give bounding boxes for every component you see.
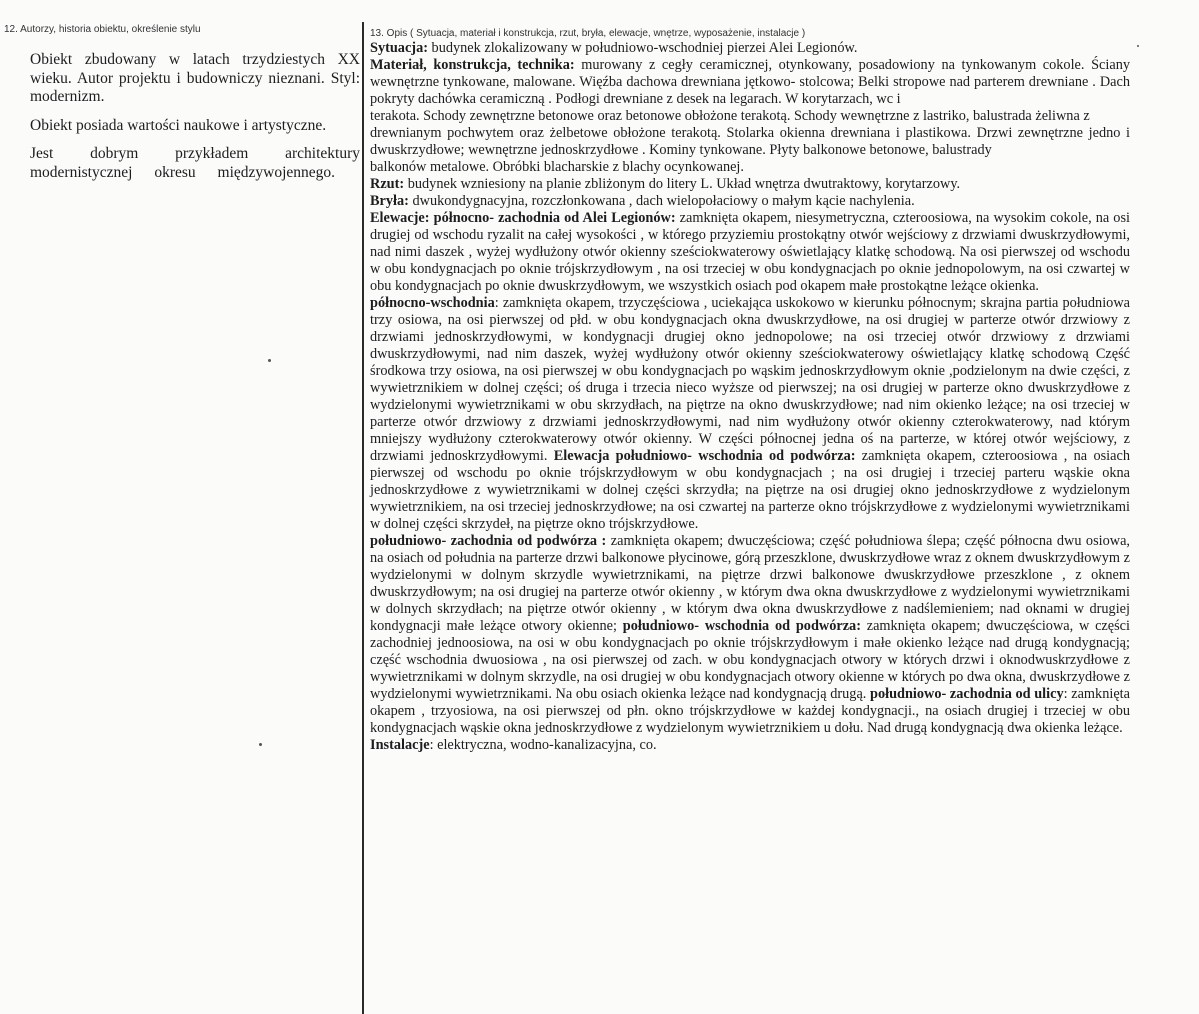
- elevation-ne-paragraph: [370, 295, 1130, 533]
- elevation-sw-paragraph: [370, 533, 1130, 737]
- material-paragraph-4: balkonów metalowe. Obróbki blacharskie z blachy ocynkowanej.: [370, 159, 744, 175]
- scan-speck-1: [268, 359, 271, 362]
- plan-label: Rzut:: [370, 176, 405, 192]
- elevation-ne-text: : zamknięta okapem, trzyczęściowa , uciekająca uskokowo w kierunku północnym; skrajna partia południowa trzy osiowa, na osi pierwszej od płd. w obu kondygnacjach okna dwuskrzydłowe, na osi drugiej w parterze otwór drzwiowy z drzwiami jednoskrzydłowymi, w kondygnacji drugiej okno jednopolowe; na osi trzeciej otwór drzwiowy z drzwiami dwuskrzydłowymi, nad nim daszek, wyżej wydłużony otwór okienny sześciokwaterowy oświetlający klatkę schodową Część środkowa trzy osiowa, na osi pierwszej w obu kondygnacjach po wąskim jednoskrzydłowym oknie ,podzielonym na dwie części, z wywietrznikiem w dolnej części; oś druga i trzecia nieco wyższe od pierwszej; na osi drugiej w parterze okno dwuskrzydłowe z wydzielonymi wywietrznikami w obu skrzydłach, na piętrze na okno dwuskrzydłowe; nad nim okienko leżące; na osi trzeciej w parterze otwór drzwiowy z drzwiami jednoskrzydłowymi, nad nim wydłużony otwór okienny czterokwaterowy, nad którym mniejszy wydłużony czterokwaterowy otwór okienny. W części północnej jedna oś na parterze, w której otwór wejściowy, z drzwiami jednoskrzydłowymi.: [370, 295, 1130, 464]
- elevation-sw-yard-label: południowo- zachodnia od podwórza :: [370, 533, 607, 549]
- material-label: Materiał, konstrukcja, technika:: [370, 57, 575, 73]
- elevation-ne-label: północno-wschodnia: [370, 295, 495, 311]
- situation-label: Sytuacja:: [370, 40, 428, 56]
- elevation-nw-paragraph: [370, 210, 1130, 295]
- elevation-se-yard2-label: południowo- wschodnia od podwórza:: [622, 618, 861, 634]
- elevation-se-yard2-text: zamknięta okapem; dwuczęściowa, w części zachodniej jednoosiowa, na osi w obu kondygnacjach po oknie trójskrzydłowym i małe okienko leżące nad drugą kondygnacją; część wschodnia dwuosiowa , na osi pierwszej od zach. w obu kondygnacjach otwory w których drzwi i oknodwuskrzydłowe z wywietrznikami w dolnym skrzydle, na osi drugiej w obu kondygnacjach otwory okienne w których po dwa okna, dwuskrzydłowe z wydzielonymi wywietrznikami. Na obu osiach okienka leżące nad kondygnacją drugą.: [370, 618, 1130, 702]
- elevation-se-yard-label: Elewacja południowo- wschodnia od podwórza:: [553, 448, 856, 464]
- elevation-sw-street-text: : zamknięta okapem , trzyosiowa, na osi pierwszej od płn. okno trójskrzydłowe w każdej kondygnacji., na osiach drugiej i trzeciej w obu kondygnacjach wąskie okna jednoskrzydłowe z wydzielonym wywietrznikiem u dołu. Nad drugą kondygnacją dwa okienka leżące.: [370, 686, 1130, 736]
- left-body: [30, 51, 360, 182]
- massing-label: Bryła:: [370, 193, 409, 209]
- material-text: murowany z cegły ceramicznej, otynkowany, posadowiony na tynkowanym cokole. Ściany wewnętrzne tynkowane, malowane. Więźba dachowa drewniana jętkowo- stolcowa; Belki stropowe nad parterem drewniane . Dach pokryty dachówka ceramiczną . Podłogi drewniane z desek na legarach. W korytarzach, wc i: [370, 57, 1130, 107]
- paragraph-construction: Obiekt zbudowany w latach trzydziestych XX wieku. Autor projektu i budowniczy nieznani. Styl: modernizm.: [30, 51, 360, 105]
- section-13-header: 13. Opis ( Sytuacja, materiał i konstrukcja, rzut, bryła, elewacje, wnętrze, wyposażenie, instalacje ): [370, 28, 806, 39]
- massing-paragraph: [370, 193, 1130, 210]
- left-column: [4, 24, 360, 192]
- section-12-header: 12. Autorzy, historia obiektu, określenie stylu: [4, 24, 201, 35]
- installations-text: : elektryczna, wodno-kanalizacyjna, co.: [429, 737, 657, 753]
- column-divider: [362, 22, 364, 1014]
- plan-text: budynek wzniesiony na planie zbliżonym do litery L. Układ wnętrza dwutraktowy, korytarzowy.: [404, 176, 961, 192]
- material-paragraph-2: terakota. Schody zewnętrzne betonowe oraz betonowe obłożone terakotą. Schody wewnętrzne z lastriko, balustrada żeliwna z: [370, 108, 1090, 124]
- massing-text: dwukondygnacyjna, rozczłonkowana , dach wielopołaciowy o małym kącie nachylenia.: [408, 193, 915, 209]
- elevation-sw-street-label: południowo- zachodnia od ulicy: [870, 686, 1064, 702]
- situation-paragraph: [370, 40, 1130, 57]
- elevation-se-yard-text: zamknięta okapem, czteroosiowa , na osiach pierwszej od wschodu po oknie trójskrzydłowym w obu kondygnacjach ; na osi drugiej i trzeciej parteru wąskie okna jednoskrzydłowe z wywietrznikami w dolnej części skrzydła; na piętrze na osi drugiej okno jednoskrzydłowe z wydzielonym wywietrznikiem, na osi trzeciej jednoskrzydłowe; na osi czwartej na parterze okno trójskrzydłowe z wydzielonymi wywietrznikami w dolnej części skrzydeł, na piętrze okno trójskrzydłowe.: [370, 448, 1130, 532]
- paragraph-example: Jest dobrym przykładem architektury modernistycznej okresu międzywojennego.: [30, 145, 360, 181]
- right-column: [370, 24, 1130, 754]
- elevation-nw-label: Elewacje: północno- zachodnia od Alei Legionów:: [370, 210, 676, 226]
- scan-speck-2: [259, 743, 262, 746]
- situation-text: budynek zlokalizowany w południowo-wschodniej pierzei Alei Legionów.: [427, 40, 858, 56]
- description-body: [370, 40, 1130, 754]
- material-paragraph-3: drewnianym pochwytem oraz żelbetowe obłożone terakotą. Stolarka okienna drewniana i plastikowa. Drzwi zewnętrzne jedno i dwuskrzydłowe; wewnętrzne jednoskrzydłowe . Kominy tynkowane. Płyty balkonowe betonowe, balustrady: [370, 125, 1130, 158]
- installations-paragraph: [370, 737, 1130, 754]
- installations-label: Instalacje: [370, 737, 430, 753]
- plan-paragraph: [370, 176, 1130, 193]
- scan-speck-3: [1137, 45, 1139, 47]
- elevation-sw-yard-text: zamknięta okapem; dwuczęściowa; część południowa ślepa; część północna dwu osiowa, na osiach od południa na parterze drzwi balkonowe płycinowe, górą przeszklone, dwuskrzydłowe wraz z oknem dwuskrzydłowym z wydzielonymi w dolnym skrzydle wywietrznikami, na piętrze drzwi balkonowe dwuskrzydłowe przeszklone , z oknem dwuskrzydłowym; na osi drugiej na parterze otwór okienny , w którym dwa okna dwuskrzydłowe z wydzielonymi wywietrznikami w dolnych skrzydłach; na piętrze otwór okienny , w którym dwa okna dwuskrzydłowe z nadślemieniem; nad oknami w drugiej kondygnacji małe leżące otwory okienne;: [370, 533, 1130, 634]
- elevation-nw-text: zamknięta okapem, niesymetryczna, czteroosiowa, na wysokim cokole, na osi drugiej od wschodu ryzalit na całej wysokości , w którego przyziemiu prostokątny otwór wejściowy z drzwiami dwuskrzydłowymi, nad nimi daszek , wyżej wydłużony otwór okienny sześciokwaterowy oświetlający klatkę schodową. Na osi pierwszej od wschodu w obu kondygnacjach po oknie trójskrzydłowym , na osi trzeciej w obu kondygnacjach po oknie jednopolowym, na osi czwartej w obu kondygnacjach po oknie dwuskrzydłowym, we wszystkich osiach pod okapem małe prostokątne leżące okienka.: [370, 210, 1130, 294]
- paragraph-values: Obiekt posiada wartości naukowe i artystyczne.: [30, 116, 327, 134]
- material-paragraph: [370, 57, 1130, 108]
